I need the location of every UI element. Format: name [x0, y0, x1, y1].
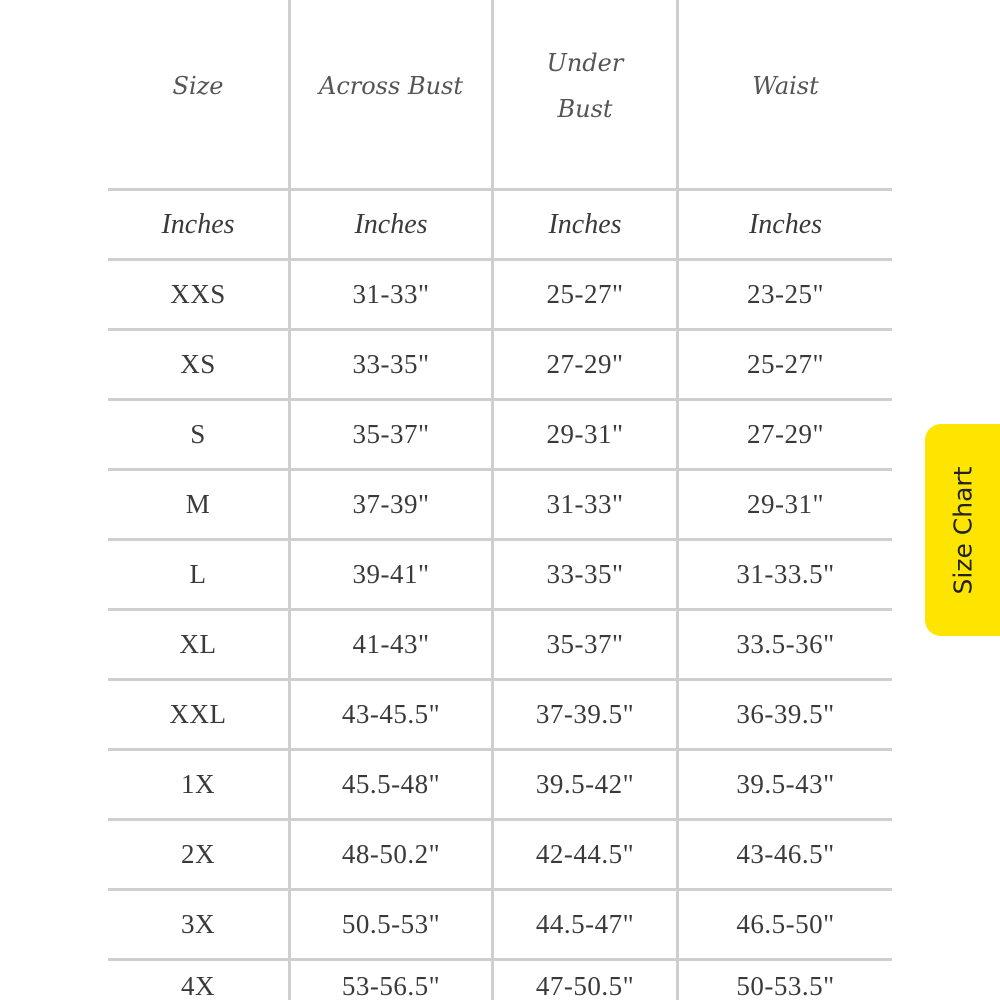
cell-waist: 36-39.5" [736, 699, 835, 729]
cell-waist: 43-46.5" [736, 839, 835, 869]
table-row [108, 751, 892, 821]
table-body [108, 261, 892, 1000]
table-row [108, 681, 892, 751]
table-row [108, 891, 892, 961]
cell-under-bust: 33-35" [494, 541, 679, 608]
cell-across-bust: 39-41" [291, 541, 494, 608]
cell-across-bust: 45.5-48" [291, 751, 494, 818]
cell-across-bust: 48-50.2" [291, 821, 494, 888]
cell-size: XS [108, 331, 291, 398]
cell-size: L [108, 541, 291, 608]
cell-under-bust: 29-31" [494, 401, 679, 468]
cell-under-bust: 44.5-47" [494, 891, 679, 958]
table-row [108, 471, 892, 541]
cell-waist: 39.5-43" [736, 769, 835, 799]
cell-waist: 23-25" [746, 279, 824, 309]
cell-waist: 33.5-36" [736, 629, 835, 659]
unit-label: Inches [108, 191, 291, 258]
unit-label: Inches [291, 191, 494, 258]
table-row [108, 401, 892, 471]
header-waist: Waist [752, 72, 819, 101]
cell-size: 1X [108, 751, 291, 818]
cell-across-bust: 50.5-53" [291, 891, 494, 958]
size-chart-tab[interactable] [925, 424, 1000, 636]
cell-under-bust: 35-37" [494, 611, 679, 678]
cell-size: 4X [108, 961, 291, 1000]
cell-size: XXL [108, 681, 291, 748]
cell-across-bust: 31-33" [291, 261, 494, 328]
table-row [108, 611, 892, 681]
header-under-bust: Under Bust [494, 0, 679, 188]
cell-size: M [108, 471, 291, 538]
cell-under-bust: 31-33" [494, 471, 679, 538]
cell-across-bust: 41-43" [291, 611, 494, 678]
header-across-bust: Across Bust [291, 0, 494, 188]
table-row [108, 961, 892, 1000]
cell-waist: 25-27" [746, 349, 824, 379]
cell-size: 2X [108, 821, 291, 888]
unit-label: Inches [494, 191, 679, 258]
cell-size: XXS [108, 261, 291, 328]
cell-under-bust: 47-50.5" [494, 961, 679, 1000]
cell-under-bust: 37-39.5" [494, 681, 679, 748]
cell-waist: 29-31" [746, 489, 824, 519]
cell-size: S [108, 401, 291, 468]
units-row [108, 191, 892, 261]
cell-under-bust: 39.5-42" [494, 751, 679, 818]
unit-label: Inches [748, 208, 823, 240]
table-row [108, 541, 892, 611]
size-chart-table [108, 0, 892, 1000]
cell-waist: 31-33.5" [736, 559, 835, 589]
cell-waist: 27-29" [746, 419, 824, 449]
cell-under-bust: 27-29" [494, 331, 679, 398]
cell-across-bust: 37-39" [291, 471, 494, 538]
cell-across-bust: 43-45.5" [291, 681, 494, 748]
cell-waist: 46.5-50" [736, 909, 835, 939]
header-size: Size [108, 0, 291, 188]
cell-across-bust: 35-37" [291, 401, 494, 468]
cell-under-bust: 42-44.5" [494, 821, 679, 888]
table-row [108, 261, 892, 331]
cell-size: 3X [108, 891, 291, 958]
cell-across-bust: 33-35" [291, 331, 494, 398]
table-row [108, 821, 892, 891]
table-row [108, 331, 892, 401]
cell-across-bust: 53-56.5" [291, 961, 494, 1000]
size-chart-tab-label: Size Chart [948, 466, 977, 594]
cell-size: XL [108, 611, 291, 678]
cell-under-bust: 25-27" [494, 261, 679, 328]
header-row [108, 0, 892, 191]
cell-waist: 50-53.5" [736, 971, 835, 1000]
